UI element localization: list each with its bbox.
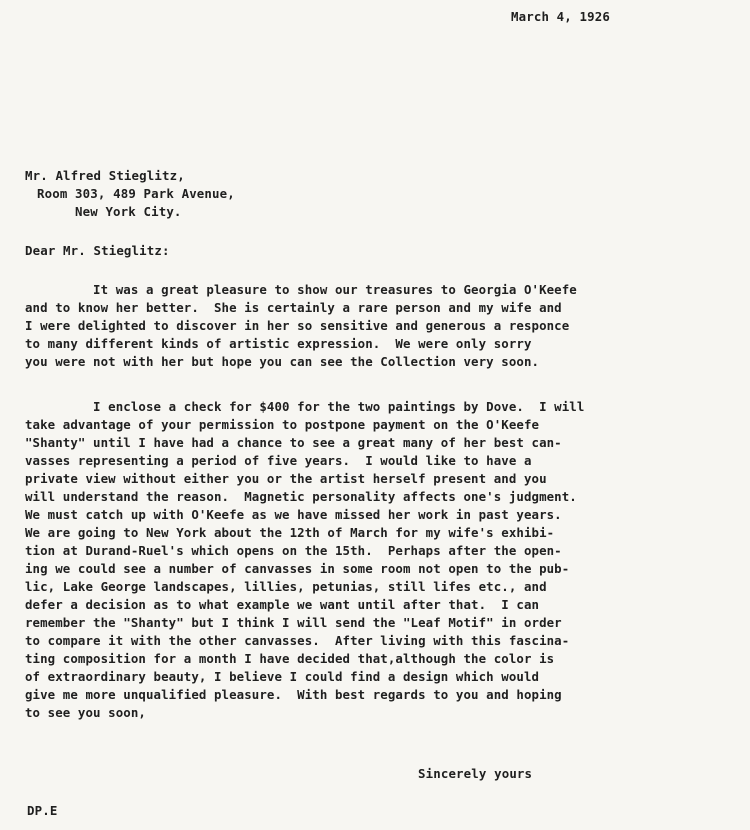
recipient-name: Mr. Alfred Stieglitz, <box>25 168 185 183</box>
paragraph-line: I were delighted to discover in her so sensitive and generous a responce <box>25 318 570 333</box>
paragraph-line: tion at Durand-Ruel's which opens on the 15th. Perhaps after the open- <box>25 543 562 558</box>
paragraph-line: "Shanty" until I have had a chance to see a great many of her best can- <box>25 435 562 450</box>
paragraph-2 <box>25 398 725 722</box>
recipient-city: New York City. <box>75 204 182 219</box>
paragraph-line: lic, Lake George landscapes, lillies, petunias, still lifes etc., and <box>25 579 547 594</box>
paragraph-line: It was a great pleasure to show our treasures to Georgia O'Keefe <box>25 282 577 297</box>
paragraph-line: to see you soon, <box>25 705 146 720</box>
paragraph-line: and to know her better. She is certainly a rare person and my wife and <box>25 300 562 315</box>
paragraph-1 <box>25 281 725 371</box>
paragraph-line: vasses representing a period of five years. I would like to have a <box>25 453 532 468</box>
paragraph-line: private view without either you or the artist herself present and you <box>25 471 547 486</box>
paragraph-line: ting composition for a month I have decided that,although the color is <box>25 651 555 666</box>
paragraph-line: take advantage of your permission to postpone payment on the O'Keefe <box>25 417 540 432</box>
paragraph-line: We are going to New York about the 12th of March for my wife's exhibi- <box>25 525 555 540</box>
paragraph-line: to compare it with the other canvasses. After living with this fascina- <box>25 633 570 648</box>
typist-initials: DP.E <box>27 803 58 818</box>
paragraph-line: will understand the reason. Magnetic personality affects one's judgment. <box>25 489 577 504</box>
paragraph-line: I enclose a check for $400 for the two paintings by Dove. I will <box>25 399 585 414</box>
paragraph-line: give me more unqualified pleasure. With best regards to you and hoping <box>25 687 562 702</box>
paragraph-line: of extraordinary beauty, I believe I could find a design which would <box>25 669 540 684</box>
paragraph-line: ing we could see a number of canvasses in some room not open to the pub- <box>25 561 570 576</box>
recipient-street: Room 303, 489 Park Avenue, <box>37 186 235 201</box>
paragraph-line: defer a decision as to what example we want until after that. I can <box>25 597 540 612</box>
salutation: Dear Mr. Stieglitz: <box>25 243 170 258</box>
paragraph-line: to many different kinds of artistic expression. We were only sorry <box>25 336 532 351</box>
letter-date: March 4, 1926 <box>511 9 610 24</box>
paragraph-line: you were not with her but hope you can see the Collection very soon. <box>25 354 540 369</box>
paragraph-line: remember the "Shanty" but I think I will send the "Leaf Motif" in order <box>25 615 562 630</box>
closing: Sincerely yours <box>418 766 533 781</box>
paragraph-line: We must catch up with O'Keefe as we have missed her work in past years. <box>25 507 562 522</box>
